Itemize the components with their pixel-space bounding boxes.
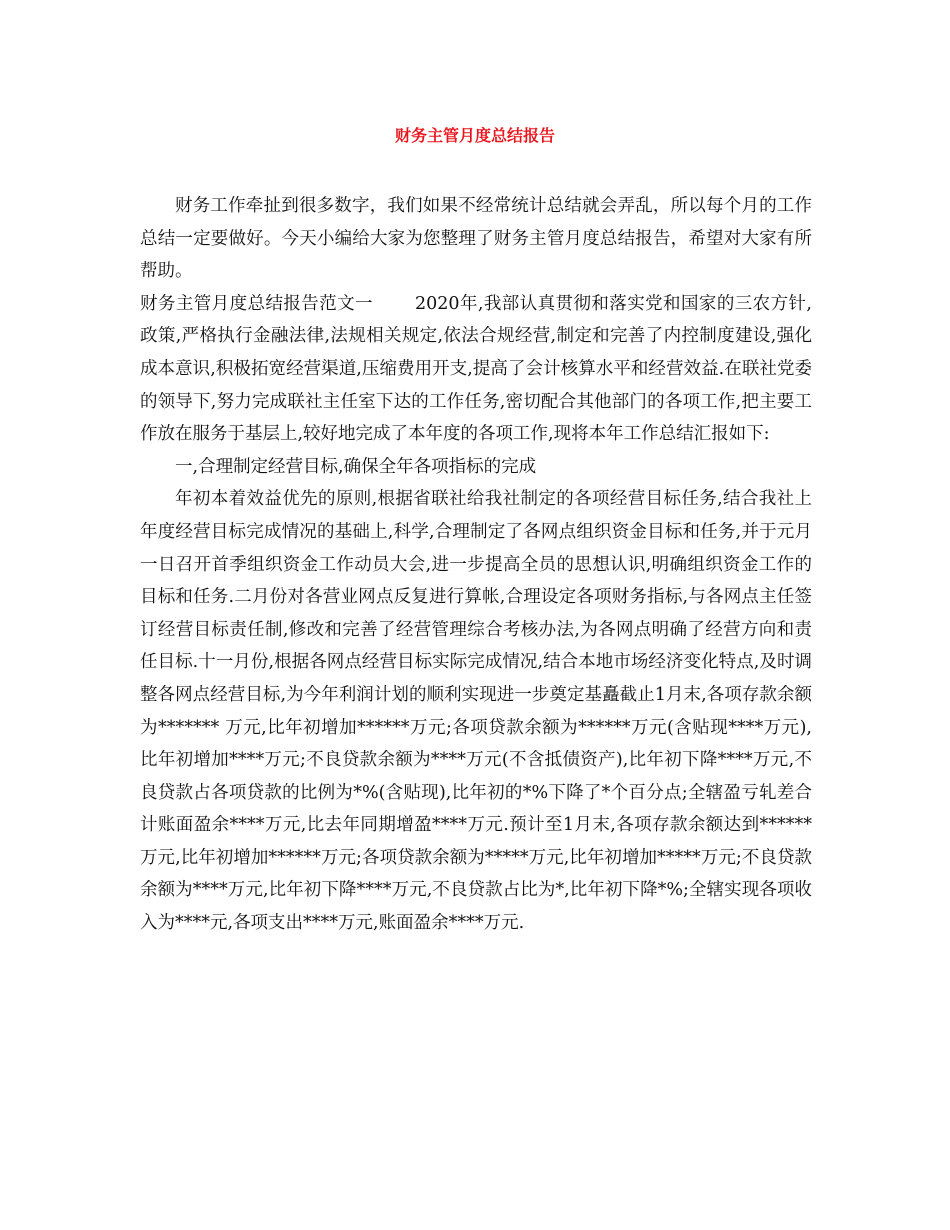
section-heading: 一,合理制定经营目标,确保全年各项指标的完成 <box>175 456 537 477</box>
intro-paragraph: 财务工作牵扯到很多数字，我们如果不经常统计总结就会弄乱，所以每个月的工作总结一定要做好。今天小编给大家为您整理了财务主管月度总结报告，希望对大家有所帮助。 <box>140 196 812 282</box>
document-body <box>140 190 812 940</box>
sample-paragraph <box>140 288 812 451</box>
sample-body: 2020年,我部认真贯彻和落实党和国家的三农方针,政策,严格执行金融法律,法规相关规定,依法合规经营,制定和完善了内控制度建设,强化成本意识,积极拓宽经营渠道,压缩费用开支,提高了会计核算水平和经营效益.在联社党委的领导下,努力完成联社主任室下达的工作任务,密切配合其他部门的各项工作,把主要工作放在服务于基层上,较好地完成了本年度的各项工作,现将本年工作总结汇报如下: <box>140 293 812 445</box>
sample-heading: 财务主管月度总结报告范文一 <box>140 293 373 314</box>
document-title: 财务主管月度总结报告 <box>394 126 555 145</box>
section-paragraph: 年初本着效益优先的原则,根据省联社给我社制定的各项经营目标任务,结合我社上年度经营目标完成情况的基础上,科学,合理制定了各网点组织资金目标和任务,并于元月一日召开首季组织资金工作动员大会,进一步提高全员的思想认识,明确组织资金工作的目标和任务.二月份对各营业网点反复进行算帐,合理设定各项财务指标,与各网点主任签订经营目标责任制,修改和完善了经营管理综合考核办法,为各网点明确了经营方向和责任目标.十一月份,根据各网点经营目标实际完成情况,结合本地市场经济变化特点,及时调整各网点经营目标,为今年利润计划的顺利实现进一步奠定基矗截止1月末,各项存款余额为******* 万元,比年初增加******万元;各项贷款余额为******万元(含贴现****万元),比年初增加****万元;不良贷款余额为****万元(不含抵债资产),比年初下降****万元,不良贷款占各项贷款的比例为*%(含贴现),比年初的*%下降了*个百分点;全辖盈亏轧差合计账面盈余****万元,比去年同期增盈****万元.预计至1月末,各项存款余额达到******万元,比年初增加******万元;各项贷款余额为*****万元,比年初增加*****万元;不良贷款余额为****万元,比年初下降****万元,不良贷款占比为*,比年初下降*%;全辖实现各项收入为****元,各项支出****万元,账面盈余****万元. <box>140 489 812 934</box>
